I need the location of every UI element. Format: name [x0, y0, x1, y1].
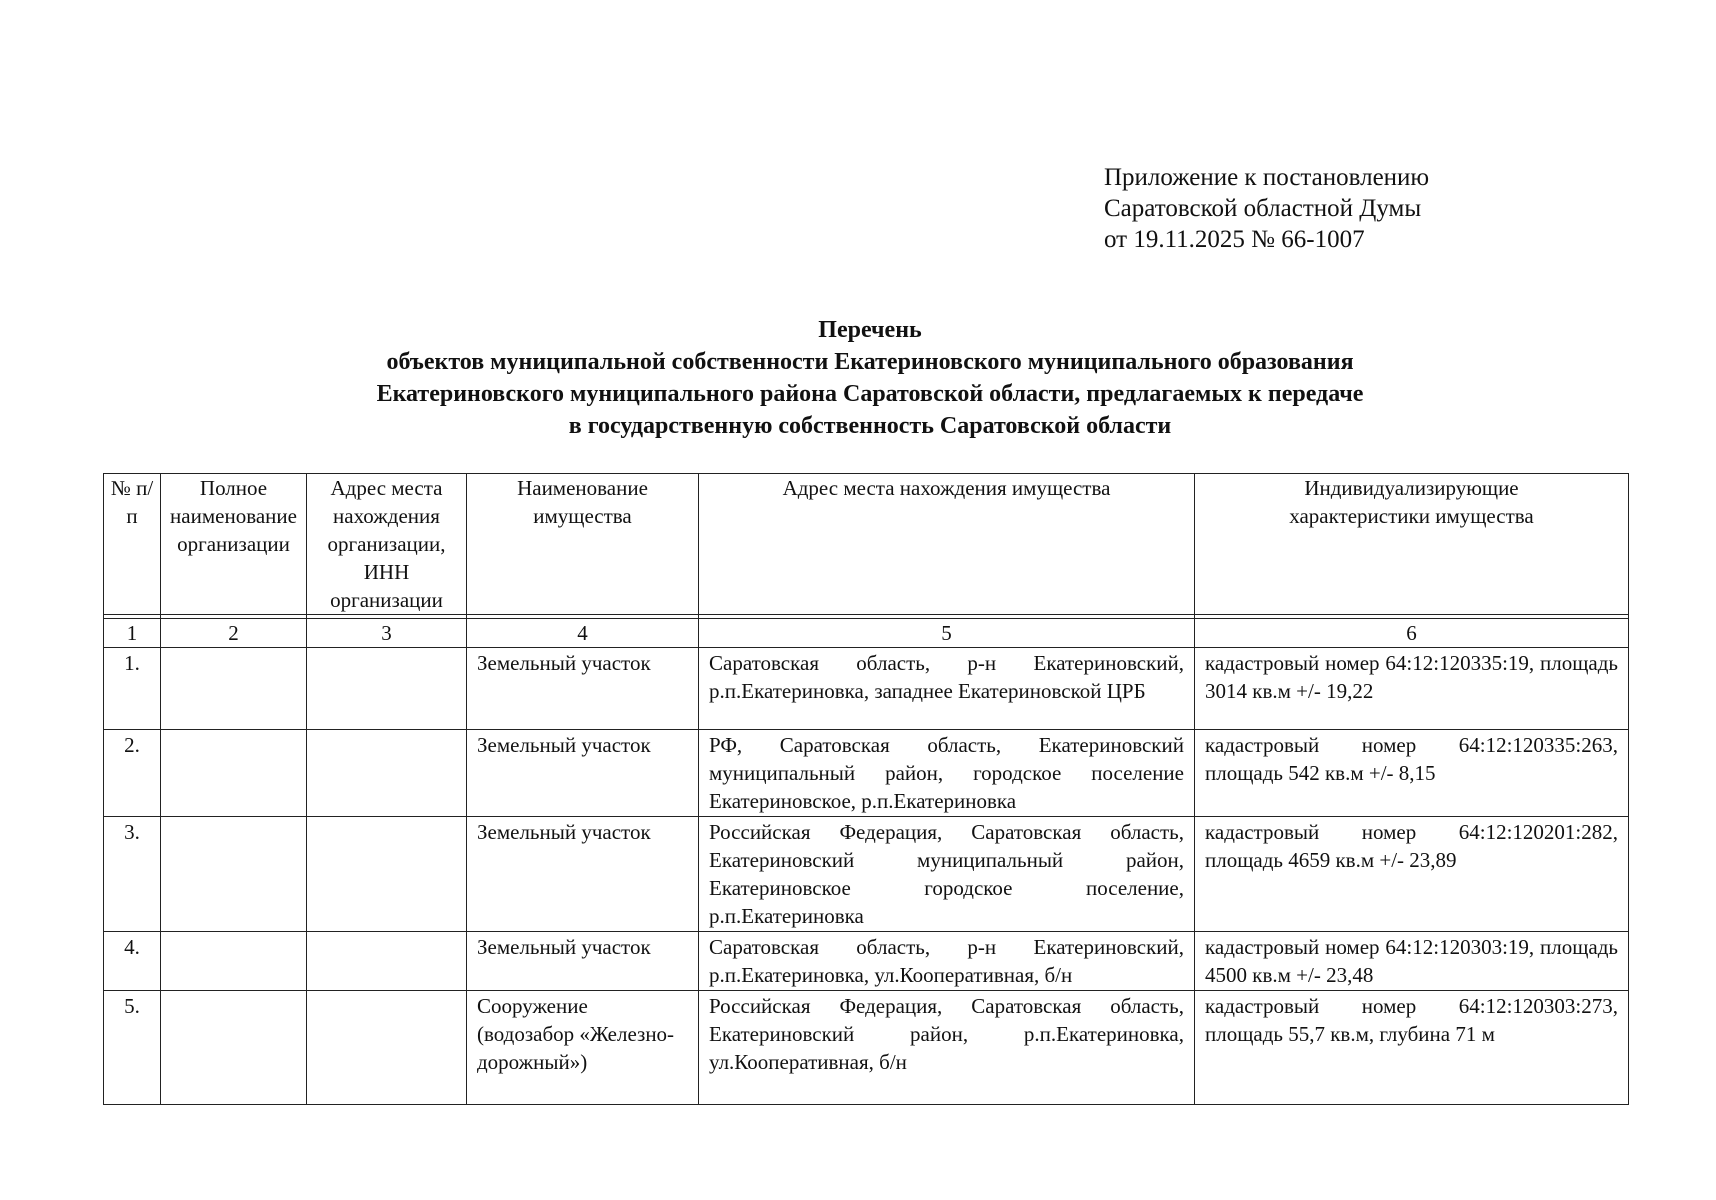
- row-org-address: [307, 817, 467, 932]
- row-property-name: Земельный участок: [467, 730, 699, 817]
- row-characteristics: кадастровый номер 64:12:120335:263, площадь 542 кв.м +/- 8,15: [1195, 730, 1629, 817]
- row-org: [161, 932, 307, 991]
- row-property-address: Саратовская область, р-н Екатериновский, р.п.Екатериновка, западнее Екатериновской ЦРБ: [699, 648, 1195, 730]
- header-property-name: Наименование имущества: [467, 474, 699, 615]
- row-org: [161, 817, 307, 932]
- table-row: [104, 730, 1629, 817]
- column-number-row: [104, 619, 1629, 648]
- title-heading: Перечень: [818, 317, 922, 343]
- row-number: 4.: [104, 932, 161, 991]
- row-characteristics: кадастровый номер 64:12:120303:19, площадь 4500 кв.м +/- 23,48: [1195, 932, 1629, 991]
- row-number: 2.: [104, 730, 161, 817]
- column-number: 5: [699, 619, 1195, 648]
- header-num: № п/п: [104, 474, 161, 615]
- table-row: [104, 932, 1629, 991]
- table-header-row: [104, 474, 1629, 615]
- header-property-address: Адрес места нахождения имущества: [699, 474, 1195, 615]
- column-number: 4: [467, 619, 699, 648]
- row-org: [161, 991, 307, 1105]
- row-number: 1.: [104, 648, 161, 730]
- title-line-3: в государственную собственность Саратовской области: [568, 413, 1172, 439]
- row-number: 5.: [104, 991, 161, 1105]
- appendix-line-1: Приложение к постановлению: [1104, 164, 1430, 191]
- row-characteristics: кадастровый номер 64:12:120303:273, площадь 55,7 кв.м, глубина 71 м: [1195, 991, 1629, 1105]
- row-property-name: Земельный участок: [467, 648, 699, 730]
- row-property-name: Земельный участок: [467, 817, 699, 932]
- appendix-line-3: от 19.11.2025 № 66-1007: [1104, 226, 1365, 253]
- row-property-address: Саратовская область, р-н Екатериновский, р.п.Екатериновка, ул.Кооперативная, б/н: [699, 932, 1195, 991]
- header-org: Полное наименование организации: [161, 474, 307, 615]
- row-characteristics: кадастровый номер 64:12:120335:19, площадь 3014 кв.м +/- 19,22: [1195, 648, 1629, 730]
- row-characteristics: кадастровый номер 64:12:120201:282, площадь 4659 кв.м +/- 23,89: [1195, 817, 1629, 932]
- table-row: [104, 648, 1629, 730]
- column-number: 3: [307, 619, 467, 648]
- row-property-name: Земельный участок: [467, 932, 699, 991]
- row-property-address: РФ, Саратовская область, Екатериновский муниципальный район, городское поселение Екатериновское, р.п.Екатериновка: [699, 730, 1195, 817]
- property-table: [103, 473, 1629, 1105]
- row-org: [161, 730, 307, 817]
- row-org-address: [307, 932, 467, 991]
- row-org: [161, 648, 307, 730]
- row-property-address: Российская Федерация, Саратовская область, Екатериновский муниципальный район, Екатериновское городское поселение, р.п.Екатериновка: [699, 817, 1195, 932]
- header-org-address: Адрес места нахождения организации, ИНН организации: [307, 474, 467, 615]
- column-number: 6: [1195, 619, 1629, 648]
- row-org-address: [307, 648, 467, 730]
- appendix-header: [1104, 162, 1429, 255]
- appendix-line-2: Саратовской областной Думы: [1104, 195, 1422, 222]
- column-number: 2: [161, 619, 307, 648]
- title-line-1: объектов муниципальной собственности Екатериновского муниципального образования: [386, 349, 1354, 375]
- table-row: [104, 991, 1629, 1105]
- document-title: [0, 314, 1716, 442]
- row-org-address: [307, 991, 467, 1105]
- table-row: [104, 817, 1629, 932]
- row-org-address: [307, 730, 467, 817]
- title-line-2: Екатериновского муниципального района Саратовской области, предлагаемых к передаче: [376, 381, 1364, 407]
- column-number: 1: [104, 619, 161, 648]
- row-number: 3.: [104, 817, 161, 932]
- row-property-name: Сооружение (водозабор «Железно-дорожный»): [467, 991, 699, 1105]
- header-characteristics: Индивидуализирующие характеристики имущества: [1195, 474, 1629, 615]
- row-property-address: Российская Федерация, Саратовская область, Екатериновский район, р.п.Екатериновка, ул.Кооперативная, б/н: [699, 991, 1195, 1105]
